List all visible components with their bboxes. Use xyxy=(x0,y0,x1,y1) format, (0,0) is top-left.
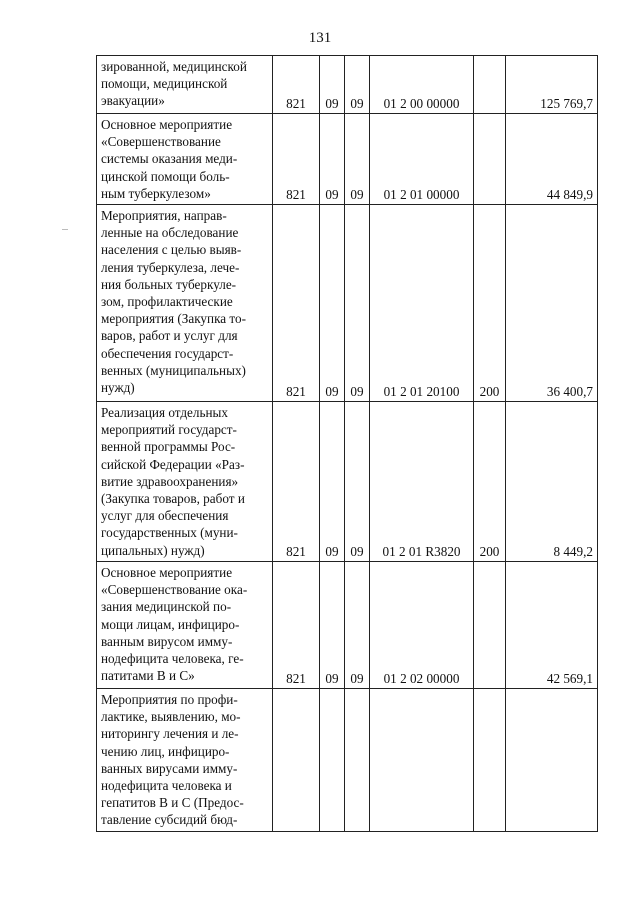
item-name-cell: Основное мероприятие «Совершенствование системы оказания меди- цинской помощи боль- ным туберкулезом» xyxy=(97,114,273,205)
section-cell: 09 xyxy=(320,114,345,205)
section-cell xyxy=(320,689,345,832)
item-name-cell: зированной, медицинской помощи, медицинской эвакуации» xyxy=(97,56,273,114)
subsection-cell: 09 xyxy=(345,114,370,205)
margin-mark xyxy=(62,229,68,230)
amount-cell: 44 849,9 xyxy=(506,114,598,205)
table-row xyxy=(97,689,598,832)
item-name-cell: Мероприятия, направ- ленные на обследование населения с целью выяв- ления туберкулеза, лече- ния больных туберкуле- зом, профилактические мероприятия (Закупка то- варов, работ и услуг для обеспечения государст- венных (муниципальных) нужд) xyxy=(97,205,273,402)
section-cell: 09 xyxy=(320,402,345,562)
target-article-cell xyxy=(370,689,474,832)
target-article-cell: 01 2 02 00000 xyxy=(370,562,474,689)
expense-type-cell: 200 xyxy=(474,205,506,402)
item-name-cell: Мероприятия по профи- лактике, выявлению, мо- ниторингу лечения и ле- чению лиц, инфициро- ванных вирусами имму- нодефицита человека и гепатитов В и С (Предос- тавление субсидий бюд- xyxy=(97,689,273,832)
table-row xyxy=(97,402,598,562)
section-cell: 09 xyxy=(320,56,345,114)
table-row xyxy=(97,114,598,205)
section-cell: 09 xyxy=(320,205,345,402)
subsection-cell: 09 xyxy=(345,205,370,402)
amount-cell: 125 769,7 xyxy=(506,56,598,114)
amount-cell: 42 569,1 xyxy=(506,562,598,689)
amount-cell: 8 449,2 xyxy=(506,402,598,562)
grbs-cell: 821 xyxy=(273,114,320,205)
subsection-cell: 09 xyxy=(345,56,370,114)
expense-type-cell xyxy=(474,562,506,689)
subsection-cell xyxy=(345,689,370,832)
subsection-cell: 09 xyxy=(345,562,370,689)
expense-type-cell xyxy=(474,114,506,205)
item-name-cell: Реализация отдельных мероприятий государст- венной программы Рос- сийской Федерации «Раз- витие здравоохранения» (Закупка товаров, работ и услуг для обеспечения государственных (муни- ципальных) нужд) xyxy=(97,402,273,562)
grbs-cell: 821 xyxy=(273,562,320,689)
target-article-cell: 01 2 01 00000 xyxy=(370,114,474,205)
table-row xyxy=(97,205,598,402)
budget-table xyxy=(96,55,598,832)
table-row xyxy=(97,562,598,689)
expense-type-cell xyxy=(474,689,506,832)
expense-type-cell: 200 xyxy=(474,402,506,562)
item-name-cell: Основное мероприятие «Совершенствование ока- зания медицинской по- мощи лицам, инфициро- ванным вирусом имму- нодефицита человека, ге- патитами В и С» xyxy=(97,562,273,689)
target-article-cell: 01 2 01 R3820 xyxy=(370,402,474,562)
grbs-cell: 821 xyxy=(273,402,320,562)
grbs-cell: 821 xyxy=(273,56,320,114)
expense-type-cell xyxy=(474,56,506,114)
target-article-cell: 01 2 01 20100 xyxy=(370,205,474,402)
subsection-cell: 09 xyxy=(345,402,370,562)
grbs-cell xyxy=(273,689,320,832)
table-row xyxy=(97,56,598,114)
amount-cell xyxy=(506,689,598,832)
amount-cell: 36 400,7 xyxy=(506,205,598,402)
section-cell: 09 xyxy=(320,562,345,689)
target-article-cell: 01 2 00 00000 xyxy=(370,56,474,114)
grbs-cell: 821 xyxy=(273,205,320,402)
page-number: 131 xyxy=(308,30,332,46)
